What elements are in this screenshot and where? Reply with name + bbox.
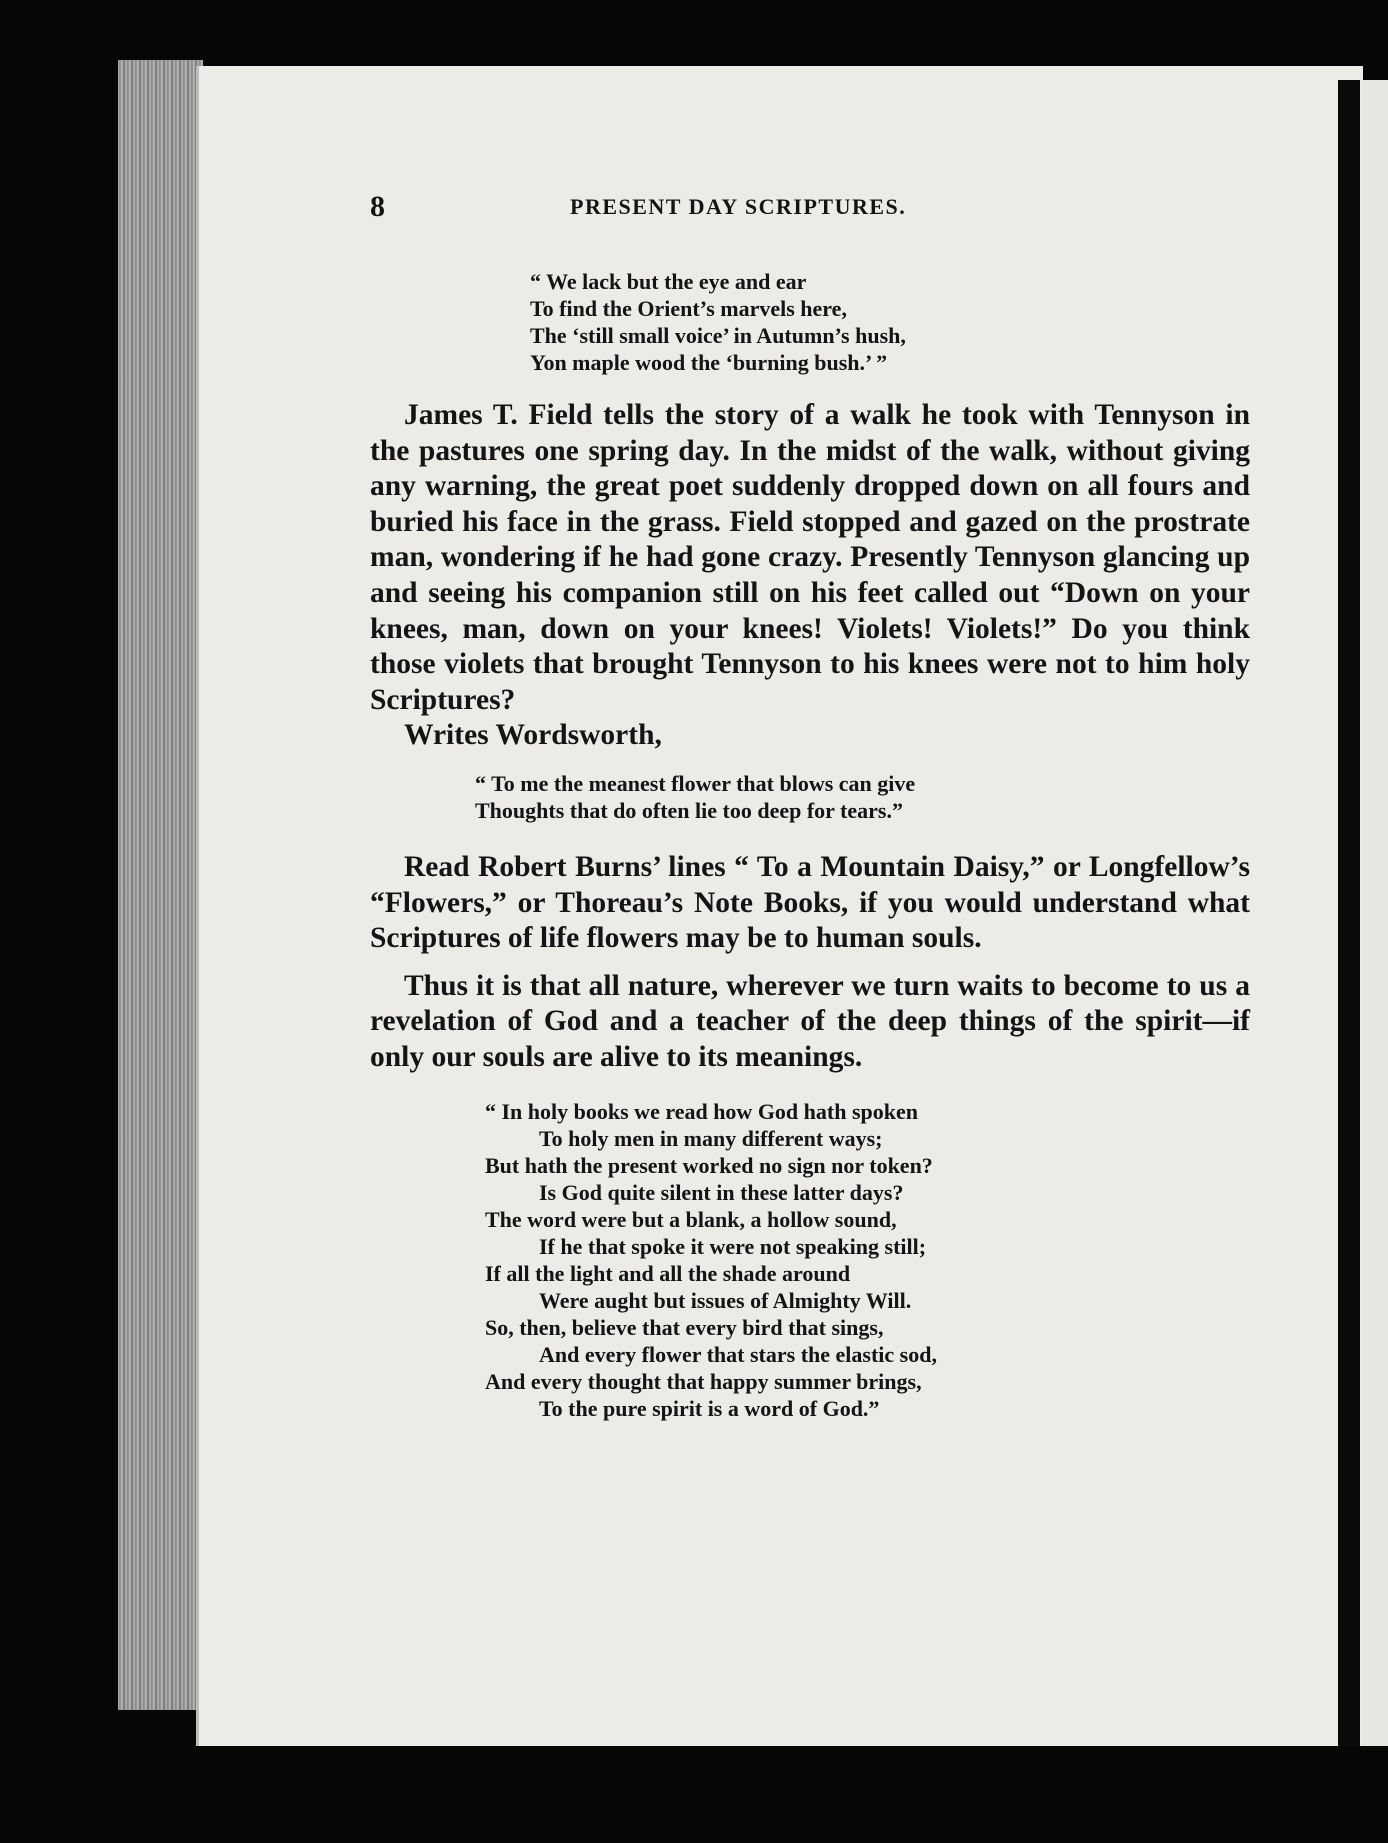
paragraph-nature: Thus it is that all nature, wherever we turn waits to become to us a revelation of God and a teacher of the deep things of the spirit—if only our souls are alive to its meanings. bbox=[370, 969, 1250, 1073]
verse-quote-2 bbox=[475, 770, 1250, 824]
verse-quote-1 bbox=[530, 268, 1250, 376]
facing-page-edge bbox=[1362, 80, 1388, 1746]
verse-line: Thoughts that do often lie too deep for tears.” bbox=[475, 797, 903, 823]
verse-line: And every flower that stars the elastic sod, bbox=[539, 1341, 937, 1367]
verse-line: “ In holy books we read how God hath spoken bbox=[485, 1098, 918, 1124]
verse-line: Yon maple wood the ‘burning bush.’ ” bbox=[530, 350, 888, 375]
verse-line: If all the light and all the shade around bbox=[485, 1260, 851, 1286]
verse-line: But hath the present worked no sign nor token? bbox=[485, 1152, 933, 1178]
verse-quote-3 bbox=[485, 1098, 1250, 1422]
verse-line: So, then, believe that every bird that sings, bbox=[485, 1314, 884, 1340]
verse-line: To holy men in many different ways; bbox=[539, 1125, 883, 1151]
verse-line: “ We lack but the eye and ear bbox=[530, 269, 807, 294]
running-head: PRESENT DAY SCRIPTURES. bbox=[570, 194, 907, 219]
verse-line: “ To me the meanest flower that blows can give bbox=[475, 770, 916, 796]
page-content bbox=[370, 190, 1250, 1422]
page-number: 8 bbox=[370, 190, 385, 223]
verse-line: To find the Orient’s marvels here, bbox=[530, 296, 847, 321]
paragraph-tennyson: James T. Field tells the story of a walk he took with Tennyson in the pastures one spring day. In the midst of the walk, without giving any warning, the great poet suddenly dropped down on all fours and buried his face in the grass. Field stopped and gazed on the prostrate man, wondering if he had gone crazy. Presently Tennyson glancing up and seeing his companion still on his feet called out “Down on your knees, man, down on your knees! Violets! Violets!” Do you think those violets that brought Tennyson to his knees were not to him holy Scriptures? bbox=[370, 399, 1250, 716]
verse-line: To the pure spirit is a word of God.” bbox=[539, 1395, 880, 1421]
verse-line: If he that spoke it were not speaking still; bbox=[539, 1233, 927, 1259]
paragraph-burns: Read Robert Burns’ lines “ To a Mountain Daisy,” or Longfellow’s “Flowers,” or Thoreau’s Note Books, if you would understand what Scriptures of life flowers may be to human souls. bbox=[370, 850, 1250, 955]
verse-line: And every thought that happy summer brings, bbox=[485, 1368, 922, 1394]
paragraph-wordsworth-intro: Writes Wordsworth, bbox=[404, 719, 662, 752]
verse-line: The ‘still small voice’ in Autumn’s hush, bbox=[530, 323, 906, 348]
verse-line: The word were but a blank, a hollow sound, bbox=[485, 1206, 897, 1232]
verse-line: Were aught but issues of Almighty Will. bbox=[539, 1287, 912, 1313]
verse-line: Is God quite silent in these latter days? bbox=[539, 1179, 904, 1205]
book-page-edges bbox=[118, 60, 203, 1710]
gutter-shadow bbox=[1338, 80, 1360, 1746]
page-header bbox=[370, 190, 1250, 234]
